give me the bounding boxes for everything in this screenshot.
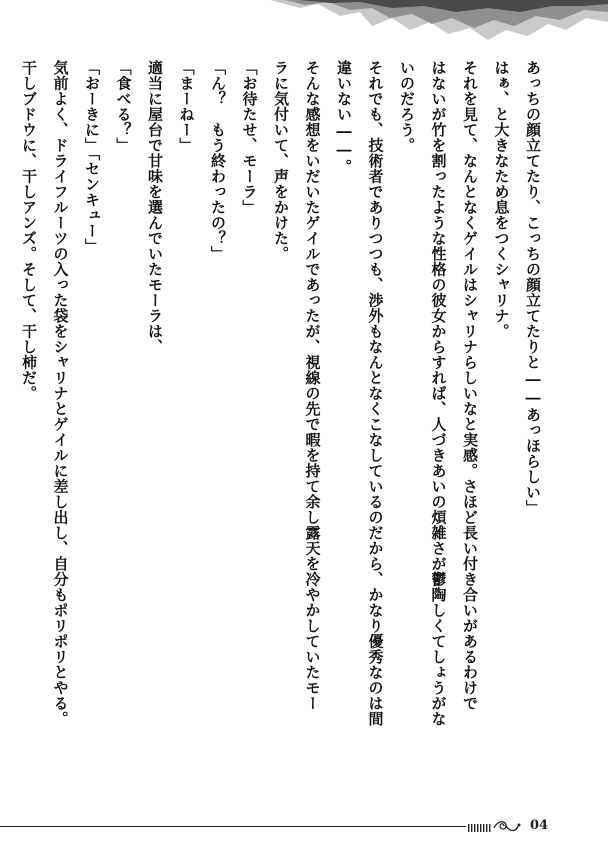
footer-ornament-icon [466, 814, 526, 838]
text-line: 違いない――。 [335, 60, 353, 175]
text-line: それでも、技術者でありつつも、渉外もなんとなくこなしているのだから、かなり優秀なのは間 [366, 60, 385, 727]
text-line: 「お待たせ、モーラ」 [240, 60, 259, 215]
page-number: 04 [530, 818, 549, 833]
text-line: ラに気付いて、声をかけた。 [272, 60, 290, 262]
torn-paper-decoration [0, 0, 608, 46]
body-text [13, 60, 549, 780]
text-line: それを見て、なんとなくゲイルはシャリナらしいなと実感。さほど長い付き合いがあるわけで [461, 60, 479, 711]
text-line: そんな感想をいだいたゲイルであったが、視線の先で暇を持て余し露天を冷やかしていたモー [303, 60, 322, 711]
page-footer [0, 812, 608, 852]
text-line: 「まーねー」 [177, 60, 196, 153]
text-line: 気前よく、ドライフルーツの入った袋をシャリナとゲイルに差し出し、自分もポリポリとやる。 [51, 60, 70, 727]
footer-rule [0, 826, 466, 827]
text-line: あっちの顔立てたり、こっちの顔立てたりと――あっほらしい」 [524, 60, 542, 516]
text-line: 干しブドウに、干しアンズ。そして、干し柿だ。 [20, 60, 38, 401]
text-line: 「おーきに」「センキュー」 [83, 60, 101, 254]
text-line: 適当に屋台で甘味を選んでいたモーラは、 [146, 60, 164, 355]
text-line: いのだろう。 [398, 60, 416, 153]
text-line: はないが竹を割ったような性格の彼女からすれば、人づきあいの煩雑さが鬱陶しくてしょうがな [429, 60, 448, 727]
text-line: 「ん？ もう終わったの？」 [209, 60, 227, 262]
text-line: はぁ、と大きなため息をつくシャリナ。 [492, 60, 511, 339]
text-line: 「食べる？」 [114, 60, 133, 153]
